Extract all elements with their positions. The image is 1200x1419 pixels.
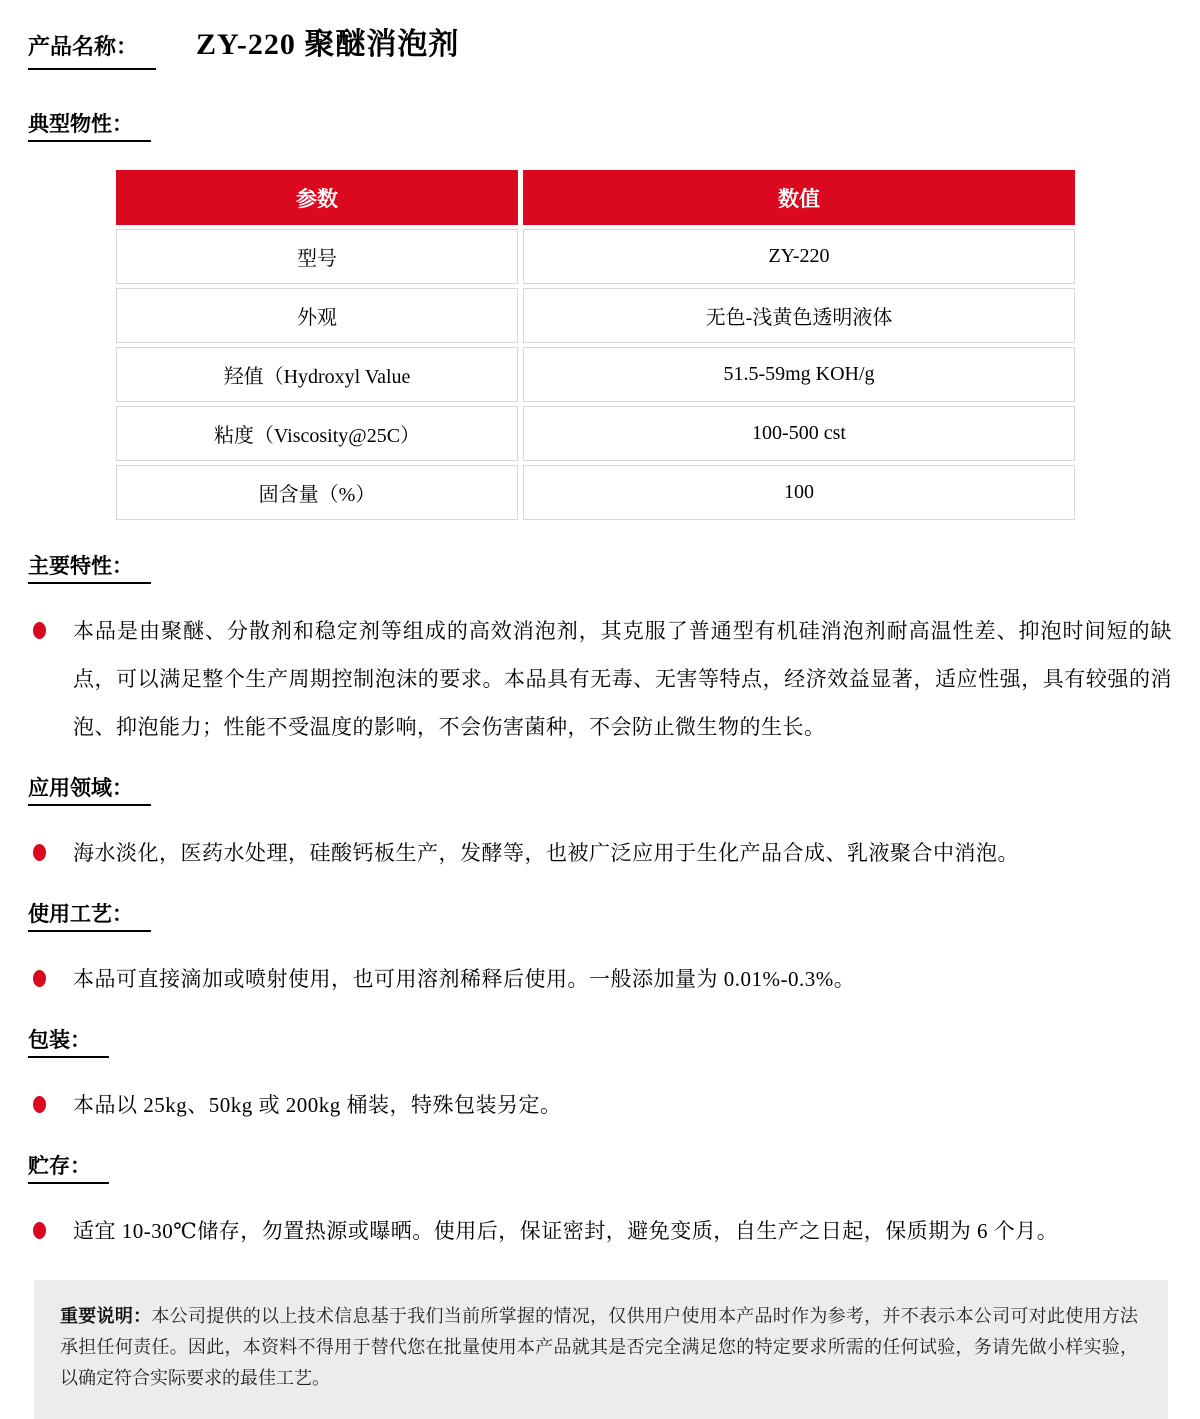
- section-heading-typical-properties: 典型物性：: [28, 112, 151, 142]
- table-header-row: [116, 170, 1075, 225]
- bullet-text: 适宜 10-30℃储存，勿置热源或曝晒。使用后，保证密封，避免变质，自生产之日起，保质期为 6 个月。: [73, 1219, 1059, 1243]
- bullet-text: 本品是由聚醚、分散剂和稳定剂等组成的高效消泡剂，其克服了普通型有机硅消泡剂耐高温性差、抑泡时间短的缺点，可以满足整个生产周期控制泡沫的要求。本品具有无毒、无害等特点，经济效益显著，适应性强，具有较强的消泡、抑泡能力；性能不受温度的影响，不会伤害菌种，不会防止微生物的生长。: [73, 619, 1172, 739]
- table-header-value: 数值: [523, 170, 1075, 225]
- table-row: [116, 465, 1075, 520]
- list-item-applications: [28, 829, 1172, 877]
- table-row: [116, 347, 1075, 402]
- cell-appearance-label: 外观: [116, 288, 518, 343]
- bullet-text: 本品可直接滴加或喷射使用，也可用溶剂稀释后使用。一般添加量为 0.01%-0.3%。: [73, 967, 856, 991]
- notice-box: [34, 1280, 1168, 1419]
- cell-viscosity-value: 100-500 cst: [523, 406, 1075, 461]
- bullet-icon: [33, 1096, 46, 1113]
- table-header-parameter: 参数: [116, 170, 518, 225]
- cell-solid-content-value: 100: [523, 465, 1075, 520]
- heading-row-storage: [28, 1154, 1172, 1184]
- bullet-icon: [33, 1222, 46, 1239]
- notice-label: 重要说明：: [60, 1306, 152, 1326]
- section-heading-packaging: 包装：: [28, 1028, 109, 1058]
- bullet-icon: [33, 970, 46, 987]
- list-item-packaging: [28, 1081, 1172, 1129]
- heading-row-properties: [28, 112, 1172, 142]
- product-title: ZY-220 聚醚消泡剂: [196, 28, 460, 61]
- cell-solid-content-label: 固含量（%）: [116, 465, 518, 520]
- section-heading-applications: 应用领域：: [28, 776, 151, 806]
- cell-hydroxyl-value: 51.5-59mg KOH/g: [523, 347, 1075, 402]
- list-item-storage: [28, 1207, 1172, 1255]
- cell-model-value: ZY-220: [523, 229, 1075, 284]
- cell-model-label: 型号: [116, 229, 518, 284]
- bullet-text: 海水淡化，医药水处理，硅酸钙板生产，发酵等，也被广泛应用于生化产品合成、乳液聚合中消泡。: [73, 841, 1019, 865]
- title-row: [28, 26, 1172, 70]
- cell-viscosity-label: 粘度（Viscosity@25C）: [116, 406, 518, 461]
- product-name-label: 产品名称：: [28, 28, 156, 70]
- heading-row-features: [28, 554, 1172, 584]
- section-heading-main-features: 主要特性：: [28, 554, 151, 584]
- table-row: [116, 406, 1075, 461]
- cell-appearance-value: 无色-浅黄色透明液体: [523, 288, 1075, 343]
- bullet-text: 本品以 25kg、50kg 或 200kg 桶装，特殊包装另定。: [73, 1093, 562, 1117]
- list-item-main-features: [28, 607, 1172, 751]
- heading-row-packaging: [28, 1028, 1172, 1058]
- heading-row-applications: [28, 776, 1172, 806]
- table-row: [116, 229, 1075, 284]
- bullet-icon: [33, 844, 46, 861]
- list-item-usage: [28, 955, 1172, 1003]
- properties-table: [111, 166, 1080, 524]
- cell-hydroxyl-label: 羟值（Hydroxyl Value: [116, 347, 518, 402]
- heading-row-usage: [28, 902, 1172, 932]
- section-heading-usage: 使用工艺：: [28, 902, 151, 932]
- table-row: [116, 288, 1075, 343]
- section-heading-storage: 贮存：: [28, 1154, 109, 1184]
- bullet-icon: [33, 622, 46, 639]
- notice-body: 本公司提供的以上技术信息基于我们当前所掌握的情况，仅供用户使用本产品时作为参考，并不表示本公司可对此使用方法承担任何责任。因此，本资料不得用于替代您在批量使用本产品就其是否完全满足您的特定要求所需的任何试验，务请先做小样实验，以确定符合实际要求的最佳工艺。: [60, 1306, 1139, 1388]
